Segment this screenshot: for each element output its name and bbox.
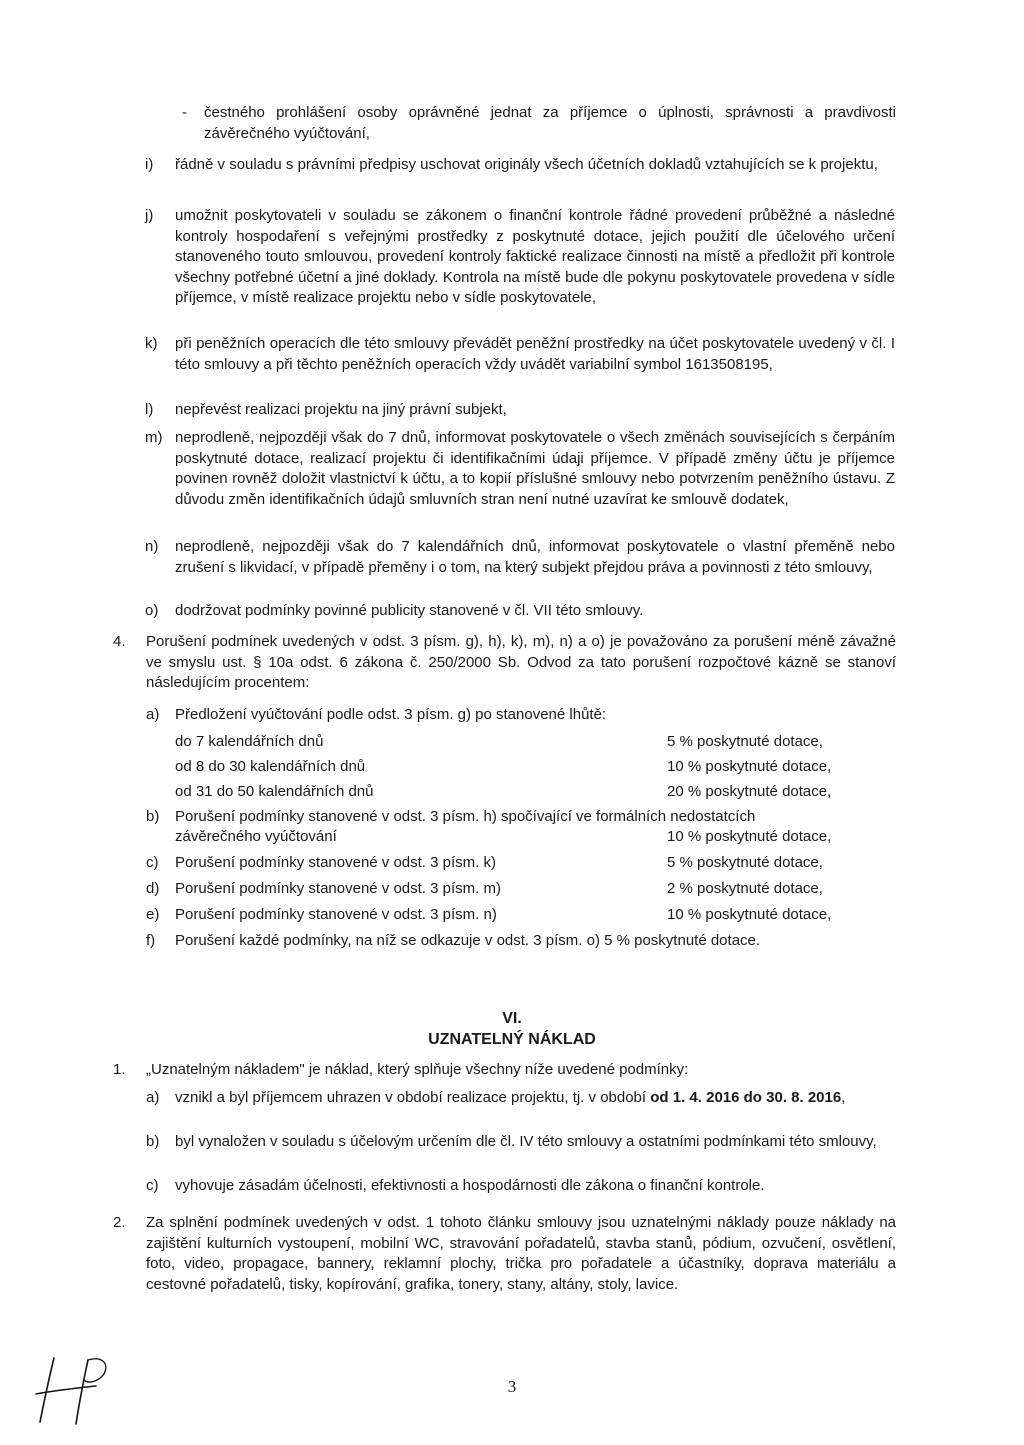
- list-item-o: [145, 601, 895, 622]
- penalty-label: d): [146, 880, 160, 897]
- condition-text-end: ,: [841, 1089, 846, 1106]
- list-item-n: [145, 537, 895, 578]
- list-item-label: k): [145, 335, 158, 352]
- penalty-row-rate: 10 % poskytnuté dotace,: [667, 758, 832, 775]
- point-number: 1.: [113, 1061, 126, 1078]
- condition-b: [146, 1132, 895, 1153]
- list-item-text: umožnit poskytovateli v souladu se zákonem o finanční kontrole řádné provedení průběžné a následné kontroly hospodaření s veřejnými prostředky z poskytnuté dotace, jejich použití dle účelového určení stanoveného touto smlouvou, provedení kontroly faktické realizace činnosti na místě a předložit při kontrole všechny potřebné účetní a jiné doklady. Kontrola na místě bude dle pokynu poskytovatele provedena v sídle příjemce, v místě realizace projektu nebo v sídle poskytovatele,: [175, 207, 895, 307]
- list-item-label: j): [145, 207, 154, 224]
- list-item-text: neprodleně, nejpozději však do 7 dnů, informovat poskytovatele o všech změnách souvisejících s čerpáním poskytnuté dotace, realizací projektu či identifikačními údaji příjemce. V případě změny účtu je příjemce povinen rovněž doložit vlastnictví k účtu, a to kopií příslušné smlouvy nebo potvrzením peněžního ústavu. Z důvodu změn identifikačních údajů smluvních stran není nutné uzavírat ke smlouvě dodatek,: [175, 429, 895, 508]
- point-number: 4.: [113, 633, 126, 650]
- list-item-label: l): [145, 401, 154, 418]
- penalty-row: [175, 782, 855, 803]
- penalty-label: c): [146, 854, 159, 871]
- penalty-text: Porušení podmínky stanovené v odst. 3 písm. h) spočívající ve formálních nedostatcích: [175, 808, 756, 825]
- condition-text: vznikl a byl příjemcem uhrazen v období realizace projektu, tj. v období: [175, 1089, 651, 1106]
- penalty-row-rate: 2 % poskytnuté dotace,: [667, 880, 823, 897]
- intro-bullet: [182, 103, 896, 144]
- list-item-text: neprodleně, nejpozději však do 7 kalendářních dnů, informovat poskytovatele o vlastní přeměně nebo zrušení s likvidací, v případě přeměny i o tom, na který subjekt přejdou práva a povinnosti z této smlouvy,: [175, 538, 895, 576]
- penalty-row-rate: 5 % poskytnuté dotace,: [667, 854, 823, 871]
- penalty-b: [146, 807, 895, 828]
- list-item-text: nepřevést realizaci projektu na jiný právní subjekt,: [175, 401, 507, 418]
- penalty-label: f): [146, 932, 156, 949]
- list-item-label: o): [145, 602, 159, 619]
- condition-a: [146, 1088, 895, 1109]
- section-title: UZNATELNÝ NÁKLAD: [428, 1031, 596, 1048]
- penalty-text: Porušení podmínky stanovené v odst. 3 písm. k): [175, 854, 496, 871]
- section-point-1: [113, 1060, 896, 1081]
- penalty-b-line2: [175, 827, 855, 848]
- point-4: [113, 632, 896, 694]
- list-item-j: [145, 206, 895, 309]
- penalty-row-period: od 8 do 30 kalendářních dnů: [175, 758, 366, 775]
- list-item-text: dodržovat podmínky povinné publicity stanovené v čl. VII této smlouvy.: [175, 602, 644, 619]
- condition-label: c): [146, 1177, 159, 1194]
- penalty-text: Porušení každé podmínky, na níž se odkazuje v odst. 3 písm. o) 5 % poskytnuté dotace.: [175, 932, 761, 949]
- penalty-row-rate: 10 % poskytnuté dotace,: [667, 828, 832, 845]
- condition-label: a): [146, 1089, 160, 1106]
- list-item-i: [145, 155, 895, 176]
- penalty-row-period: do 7 kalendářních dnů: [175, 733, 324, 750]
- point-text: Za splnění podmínek uvedených v odst. 1 tohoto článku smlouvy jsou uznatelnými náklady pouze náklady na zajištění kulturních vystoupení, mobilní WC, stravování pořadatelů, stavba stanů, pódium, ozvučení, osvětlení, foto, video, propagace, bannery, reklamní plochy, trička pro pořadatele a účastníky, doprava materiálu a cestovné pořadatelů, tisky, kopírování, grafika, tonery, stany, altány, stoly, lavice.: [146, 1214, 896, 1293]
- signature-initials: [26, 1352, 116, 1428]
- section-number: VI.: [502, 1010, 522, 1027]
- page-number: 3: [507, 1377, 517, 1396]
- penalty-row-rate: 5 % poskytnuté dotace,: [667, 733, 823, 750]
- penalty-text: Porušení podmínky stanovené v odst. 3 písm. n): [175, 906, 497, 923]
- penalty-d: [146, 879, 855, 900]
- penalty-c: [146, 853, 855, 874]
- penalty-text: Porušení podmínky stanovené v odst. 3 písm. m): [175, 880, 501, 897]
- list-item-label: m): [145, 429, 163, 446]
- list-item-label: i): [145, 156, 154, 173]
- penalty-label: b): [146, 808, 160, 825]
- penalty-row-period: od 31 do 50 kalendářních dnů: [175, 783, 374, 800]
- list-item-text: při peněžních operacích dle této smlouvy převádět peněžní prostředky na účet poskytovatele uvedený v čl. I této smlouvy a při těchto peněžních operacích vždy uvádět variabilní symbol 1613508195,: [175, 335, 895, 373]
- penalty-a: [146, 705, 895, 726]
- condition-text: byl vynaložen v souladu s účelovým určením dle čl. IV této smlouvy a ostatními podmínkami této smlouvy,: [175, 1133, 877, 1150]
- list-item-k: [145, 334, 895, 375]
- condition-text: vyhovuje zásadám účelnosti, efektivnosti a hospodárnosti dle zákona o finanční kontrole.: [175, 1177, 765, 1194]
- intro-text: čestného prohlášení osoby oprávněné jednat za příjemce o úplnosti, správnosti a pravdivosti závěrečného vyúčtování,: [204, 104, 896, 142]
- penalty-e: [146, 905, 855, 926]
- penalty-label: e): [146, 906, 160, 923]
- section-point-2: [113, 1213, 896, 1295]
- penalty-text: Předložení vyúčtování podle odst. 3 písm. g) po stanovené lhůtě:: [175, 706, 607, 723]
- list-item-m: [145, 428, 895, 510]
- list-item-text: řádně v souladu s právními předpisy uschovat originály všech účetních dokladů vztahujících se k projektu,: [175, 156, 878, 173]
- penalty-row-rate: 20 % poskytnuté dotace,: [667, 783, 832, 800]
- list-item-label: n): [145, 538, 159, 555]
- point-text: „Uznatelným nákladem" je náklad, který splňuje všechny níže uvedené podmínky:: [146, 1061, 689, 1078]
- list-item-l: [145, 400, 895, 421]
- point-number: 2.: [113, 1214, 126, 1231]
- penalty-row: [175, 757, 855, 778]
- penalty-label: a): [146, 706, 160, 723]
- point-text: Porušení podmínek uvedených v odst. 3 písm. g), h), k), m), n) a o) je považováno za porušení méně závažné ve smyslu ust. § 10a odst. 6 zákona č. 250/2000 Sb. Odvod za tato porušení rozpočtové kázně se stanoví následujícím procentem:: [146, 633, 896, 692]
- penalty-f: [146, 931, 895, 952]
- penalty-row-rate: 10 % poskytnuté dotace,: [667, 906, 832, 923]
- condition-period: od 1. 4. 2016 do 30. 8. 2016: [650, 1089, 842, 1106]
- condition-label: b): [146, 1133, 160, 1150]
- penalty-b-continuation: závěrečného vyúčtování: [175, 828, 337, 845]
- penalty-row: [175, 732, 855, 753]
- condition-c: [146, 1176, 895, 1197]
- intro-dash: -: [182, 104, 187, 121]
